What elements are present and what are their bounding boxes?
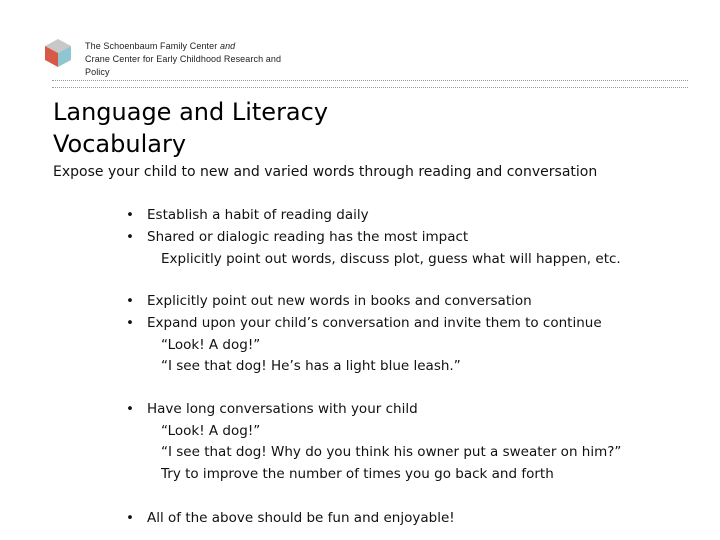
bullet-item-2 [126, 227, 468, 247]
bullet-marker: • [126, 315, 134, 331]
bullet-text-5: Have long conversations with your child [147, 401, 418, 417]
sub-item-4-1: “Look! A dog!” [161, 337, 261, 353]
org-line-2: Crane Center for Early Childhood Research and [85, 54, 282, 64]
bullet-text-4: Expand upon your child’s conversation and invite them to continue [147, 315, 602, 331]
sub-item-4-2: “I see that dog! He’s has a light blue leash.” [161, 358, 461, 374]
bullet-marker: • [126, 401, 134, 417]
org-line-1: The Schoenbaum Family Center [85, 41, 220, 51]
title-line-2: Vocabulary [53, 130, 187, 158]
org-line-1-and: and [219, 41, 236, 51]
title-line-1: Language and Literacy [53, 98, 329, 126]
organization-name [85, 40, 281, 79]
slide-subtitle: Expose your child to new and varied words through reading and conversation [53, 164, 598, 180]
org-line-3: Policy [85, 67, 110, 77]
bullet-text-3: Explicitly point out new words in books and conversation [147, 293, 532, 309]
bullet-item-3 [126, 291, 532, 311]
sub-item-5-3: Try to improve the number of times you go back and forth [161, 466, 554, 482]
header-divider-top [52, 80, 688, 81]
bullet-item-5 [126, 399, 418, 419]
sub-item-5-1: “Look! A dog!” [161, 423, 261, 439]
bullet-text-6: All of the above should be fun and enjoyable! [147, 510, 455, 526]
sub-item-2-1: Explicitly point out words, discuss plot, guess what will happen, etc. [161, 251, 621, 267]
bullet-marker: • [126, 229, 134, 245]
slide-title [53, 96, 328, 160]
bullet-marker: • [126, 510, 134, 526]
bullet-marker: • [126, 207, 134, 223]
bullet-item-6 [126, 508, 455, 528]
bullet-text-2: Shared or dialogic reading has the most impact [147, 229, 469, 245]
sub-item-5-2: “I see that dog! Why do you think his owner put a sweater on him?” [161, 444, 622, 460]
bullet-text-1: Establish a habit of reading daily [147, 207, 369, 223]
bullet-item-4 [126, 313, 602, 333]
bullet-marker: • [126, 293, 134, 309]
bullet-item-1 [126, 205, 369, 225]
logo-cube-icon [44, 38, 72, 68]
header-divider-bottom [52, 87, 688, 88]
